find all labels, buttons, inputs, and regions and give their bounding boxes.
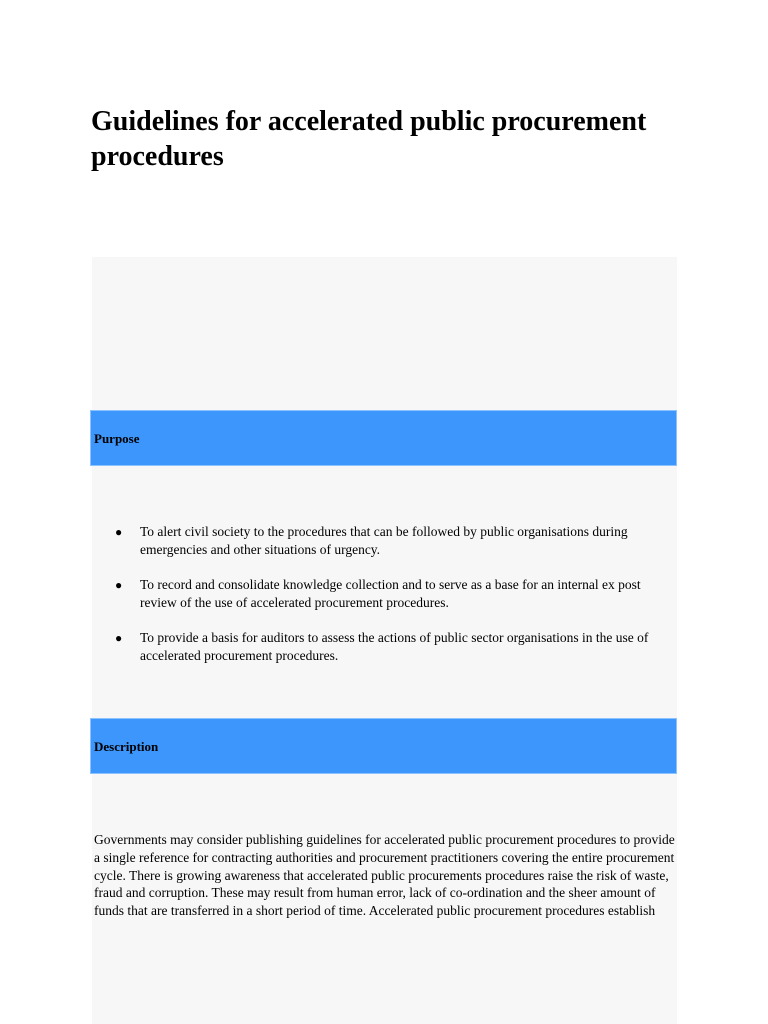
purpose-bullet-list bbox=[94, 523, 669, 682]
bullet-icon: ● bbox=[115, 525, 123, 539]
list-item bbox=[94, 629, 669, 665]
purpose-section-header bbox=[90, 410, 677, 466]
purpose-bullet-text: To alert civil society to the procedures that can be followed by public organisations during emergencies and other situations of urgency. bbox=[140, 524, 628, 557]
list-item bbox=[94, 576, 669, 612]
bullet-icon: ● bbox=[115, 578, 123, 592]
description-paragraph: Governments may consider publishing guidelines for accelerated public procurement procedures to provide a single reference for contracting authorities and procurement practitioners covering the entire procurement cycle. There is growing awareness that accelerated public procurements procedures raise the risk of waste, fraud and corruption. These may result from human error, lack of co-ordination and the sheer amount of funds that are transferred in a short period of time. Accelerated public procurement procedures establish bbox=[94, 832, 675, 919]
list-item bbox=[94, 523, 669, 559]
description-section-header bbox=[90, 718, 677, 774]
bullet-icon: ● bbox=[115, 631, 123, 645]
purpose-bullet-text: To provide a basis for auditors to assess the actions of public sector organisations in the use of accelerated procurement procedures. bbox=[140, 630, 649, 663]
description-heading: Description bbox=[94, 739, 159, 754]
purpose-bullet-text: To record and consolidate knowledge collection and to serve as a base for an internal ex post review of the use of accelerated procurement procedures. bbox=[140, 577, 641, 610]
page-title: Guidelines for accelerated public procurement procedures bbox=[91, 106, 647, 172]
purpose-heading: Purpose bbox=[94, 431, 140, 446]
